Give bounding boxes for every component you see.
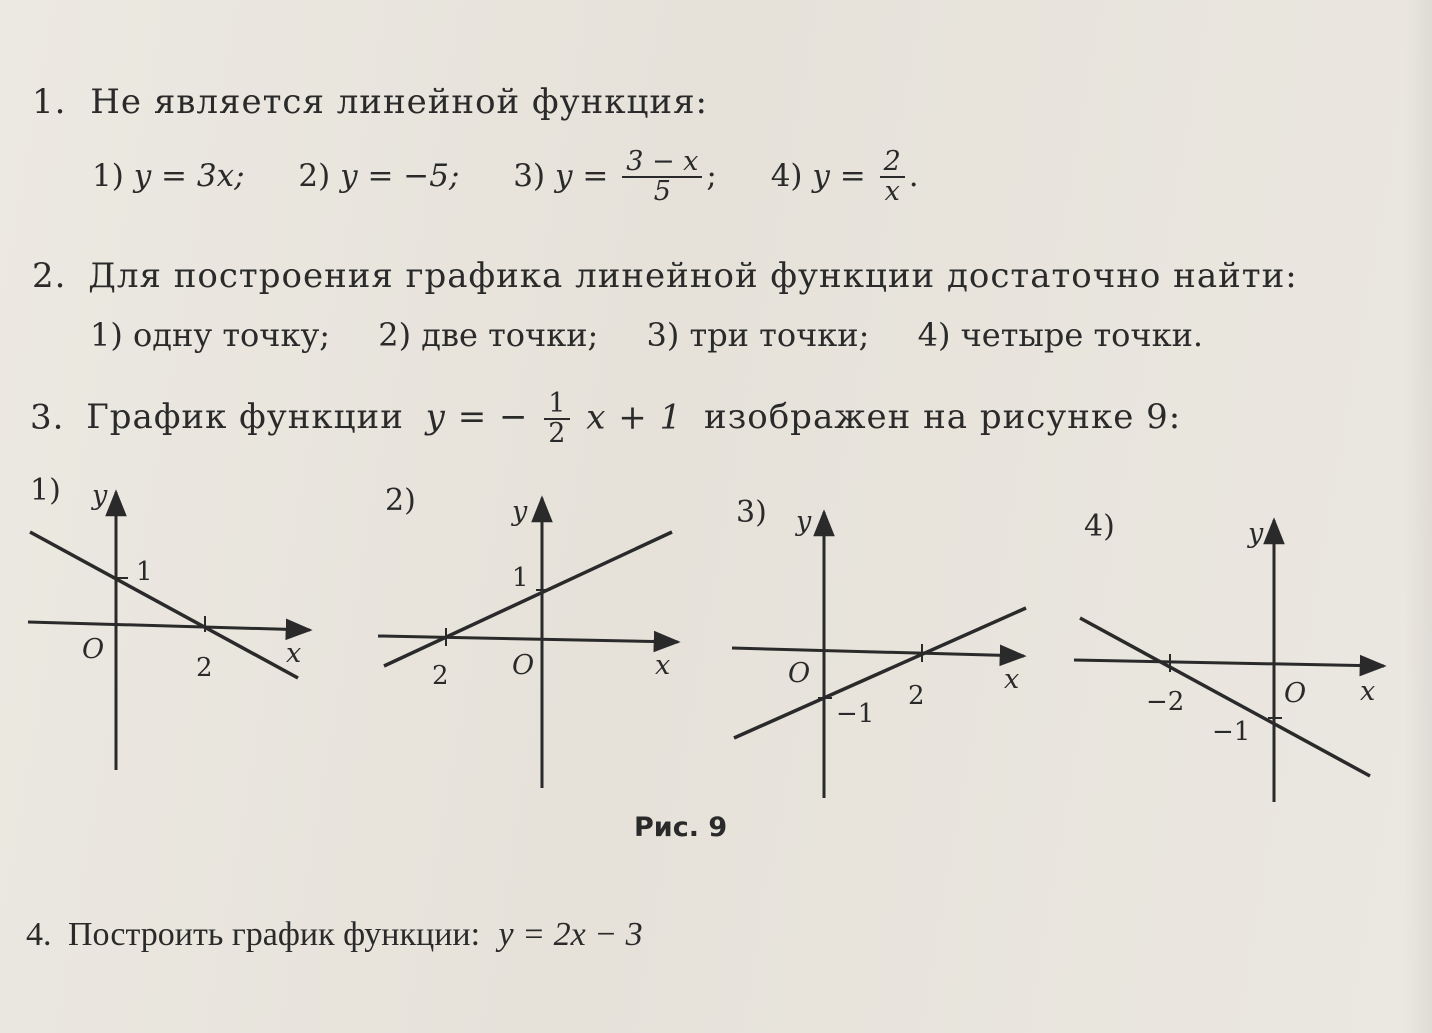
question-3-lhs: y = −	[425, 397, 529, 438]
question-1-heading	[32, 82, 708, 122]
question-3-numerator: 1	[544, 390, 570, 420]
q1-option-3-label: 3)	[513, 157, 546, 194]
question-4-text: Построить график функции:	[68, 916, 481, 953]
question-4-expr: y = 2x − 3	[498, 916, 643, 953]
question-1-options	[92, 148, 963, 207]
question-3-rhs: x + 1	[586, 397, 683, 438]
question-2-number: 2.	[32, 256, 67, 296]
q1-option-4-lhs: y =	[812, 157, 866, 194]
q1-option-3-tail: ;	[706, 157, 717, 194]
graph-1-y-label: y	[92, 480, 108, 511]
q1-option-4-denominator: x	[884, 176, 900, 208]
graph-3-x-label: x	[1004, 664, 1020, 695]
q1-option-1	[92, 158, 245, 194]
q1-option-1-expr: y = 3x;	[133, 157, 245, 194]
graph-4-x-label: x	[1360, 676, 1376, 707]
graph-1	[28, 473, 310, 770]
q2-option-1: 1) одну точку;	[90, 316, 331, 354]
q1-option-4-tail: .	[908, 157, 919, 194]
graph-3-y-label: y	[796, 506, 812, 537]
q1-option-4-numerator: 2	[880, 148, 905, 178]
graph-2-x-label: x	[655, 650, 671, 681]
graph-2-function-line	[384, 532, 672, 666]
q1-option-2-expr: y = −5;	[340, 157, 460, 194]
graph-3-label: 3)	[736, 495, 767, 530]
q1-option-2	[298, 158, 459, 194]
q1-option-3	[513, 148, 717, 207]
graph-4-label: 4)	[1084, 509, 1115, 544]
graph-3-x-axis	[732, 648, 1024, 656]
graph-4-mark-2: −1	[1212, 717, 1251, 747]
question-3-denominator: 2	[548, 418, 567, 450]
question-1-text: Не является линейной функция:	[90, 82, 708, 122]
question-3-text-after: изображен на рисунке 9:	[704, 397, 1182, 438]
graph-3-mark-1: −1	[836, 699, 875, 729]
question-2-text: Для построения графика линейной функции достаточно найти:	[88, 256, 1298, 296]
graph-2-y-label: y	[512, 496, 528, 527]
question-2-heading	[32, 256, 1298, 296]
question-4-heading	[26, 916, 643, 954]
q1-option-4-fraction	[880, 148, 905, 207]
question-1-number: 1.	[32, 82, 67, 122]
q1-option-2-label: 2)	[298, 157, 331, 194]
graph-1-x-label: x	[286, 638, 302, 669]
question-3-fraction	[544, 390, 570, 449]
q1-option-3-denominator: 5	[653, 176, 671, 208]
q1-option-3-numerator: 3 − x	[622, 148, 702, 178]
graph-4	[1074, 509, 1384, 802]
graph-1-function-line	[30, 532, 298, 678]
graph-4-x-axis	[1074, 660, 1384, 666]
graph-2	[378, 483, 678, 788]
graph-1-x-axis	[28, 622, 310, 630]
question-3-heading	[30, 390, 1181, 449]
graph-4-origin: O	[1284, 678, 1307, 709]
graph-3-function-line	[734, 608, 1026, 738]
graph-2-mark-1: 1	[512, 563, 529, 593]
graph-2-label: 2)	[385, 483, 416, 518]
question-4-number: 4.	[26, 916, 52, 953]
q1-option-3-lhs: y =	[554, 157, 609, 194]
graph-1-mark-2: 2	[196, 653, 213, 683]
graph-1-label: 1)	[30, 473, 61, 508]
graph-2-mark-2: 2	[432, 661, 449, 691]
q1-option-4	[771, 148, 919, 207]
figure-caption: Рис. 9	[634, 812, 728, 843]
graph-1-mark-1: 1	[136, 557, 153, 587]
q1-option-1-label: 1)	[92, 157, 124, 194]
graph-4-y-label: y	[1248, 518, 1264, 549]
graph-4-function-line	[1080, 618, 1370, 776]
question-3-number: 3.	[30, 397, 65, 438]
question-2-options	[90, 316, 1203, 354]
q1-option-3-fraction	[622, 148, 702, 207]
graph-3-origin: O	[788, 658, 811, 689]
graph-2-origin: O	[512, 650, 535, 681]
graph-3-mark-2: 2	[908, 681, 925, 711]
q2-option-3: 3) три точки;	[646, 316, 870, 354]
graph-1-origin: O	[82, 634, 105, 665]
graph-2-x-axis	[378, 636, 678, 642]
q2-option-2: 2) две точки;	[378, 316, 599, 354]
graph-3	[732, 495, 1026, 798]
graph-4-mark-1: −2	[1146, 687, 1185, 717]
q1-option-4-label: 4)	[770, 157, 803, 194]
q2-option-4: 4) четыре точки.	[917, 316, 1204, 354]
question-3-text-before: График функции	[86, 397, 404, 438]
